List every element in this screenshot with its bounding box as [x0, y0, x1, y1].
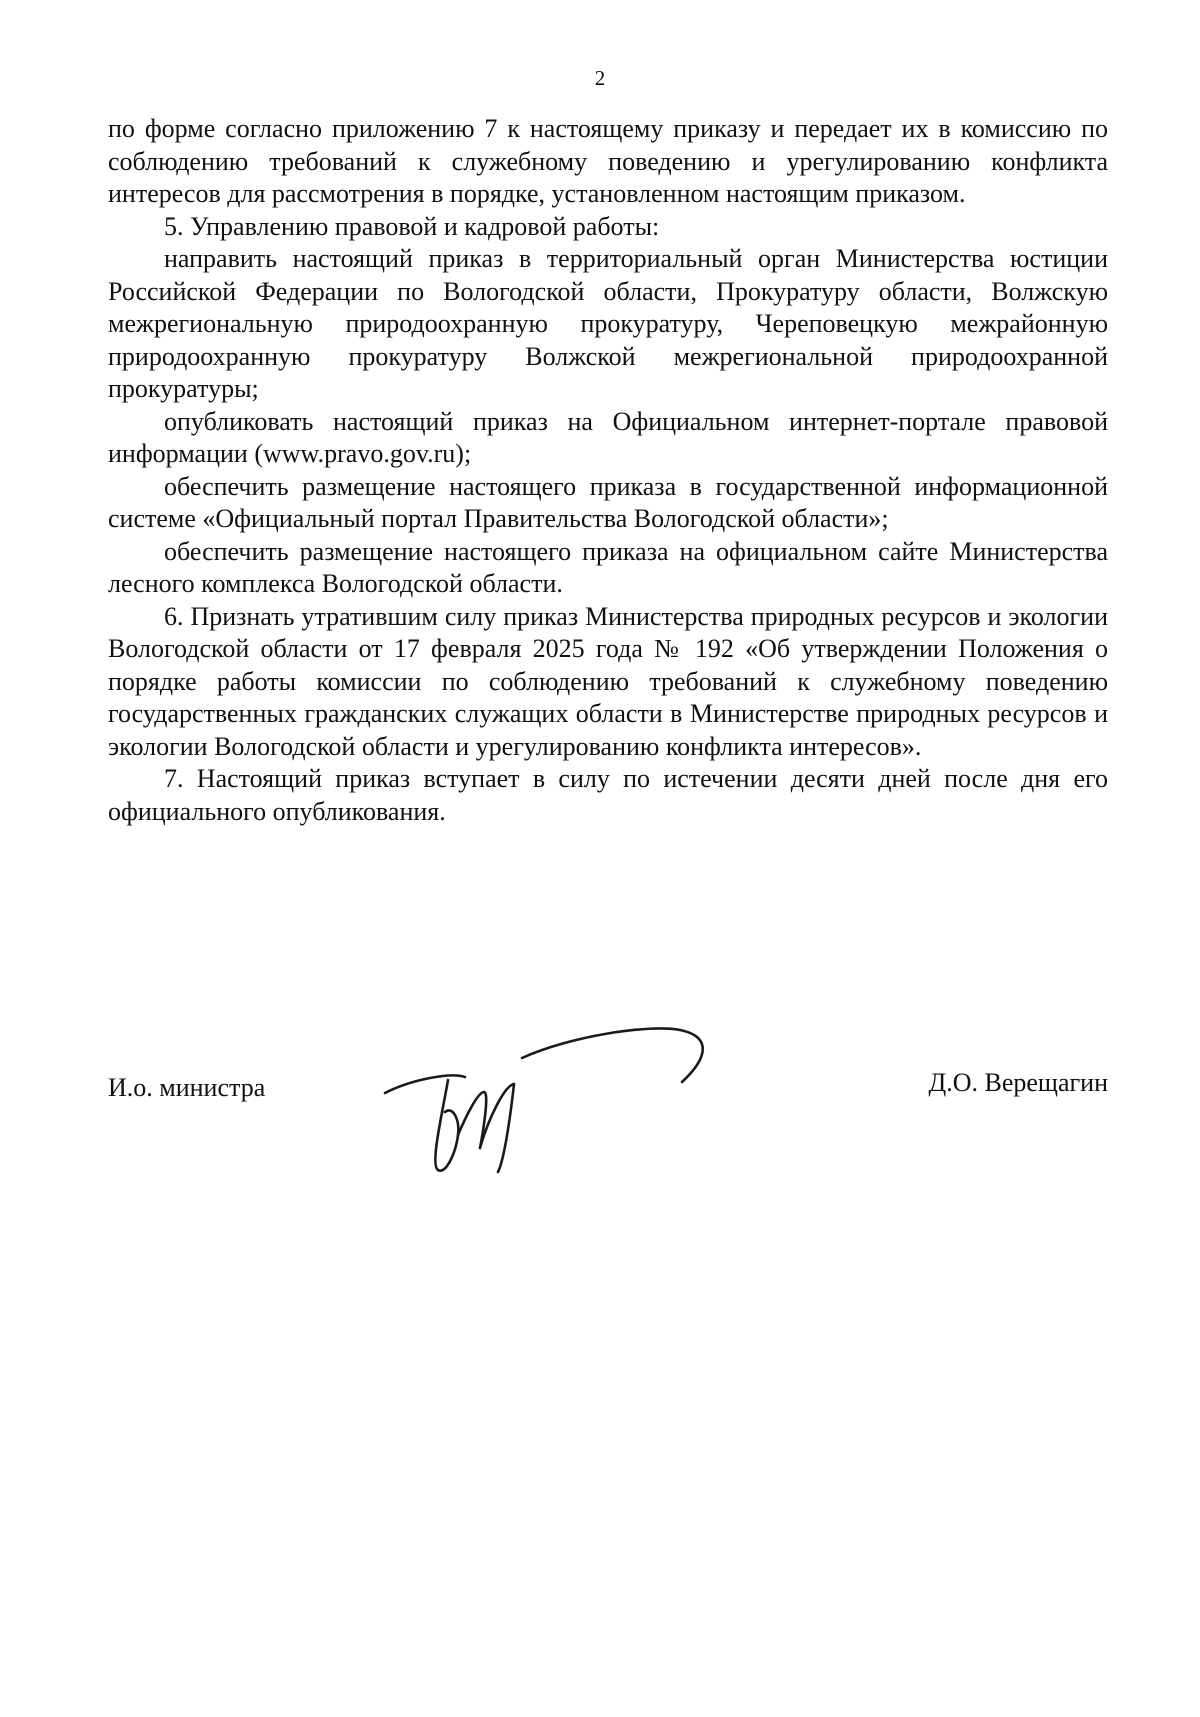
- document-body: [108, 113, 1108, 828]
- handwritten-signature: [380, 1020, 780, 1180]
- paragraph-item-5: 5. Управлению правовой и кадровой работы:: [164, 211, 660, 241]
- signatory-title: И.о. министра: [108, 1073, 266, 1102]
- page-number: 2: [594, 66, 606, 90]
- paragraph-item-5-publish: опубликовать настоящий приказ на Официальном интернет-портале правовой информации (www.pravo.gov.ru);: [108, 406, 1108, 468]
- paragraph-item-7: 7. Настоящий приказ вступает в силу по истечении десяти дней после дня его официального опубликования.: [108, 764, 1108, 826]
- paragraph-item-5-send: направить настоящий приказ в территориальный орган Министерства юстиции Российской Федерации по Вологодской области, Прокуратуру области, Волжскую межрегиональную природоохранную прокуратуру, Череповецкую межрайонную природоохранную прокуратуру Волжской межрегиональной природоохранной прокуратуры;: [108, 244, 1108, 403]
- paragraph-item-5-gis: обеспечить размещение настоящего приказа в государственной информационной системе «Официальный портал Правительства Вологодской области»;: [108, 471, 1108, 533]
- paragraph-item-5-website: обеспечить размещение настоящего приказа на официальном сайте Министерства лесного комплекса Вологодской области.: [108, 536, 1108, 598]
- signatory-name: Д.О. Верещагин: [928, 1068, 1108, 1097]
- paragraph-continuation: по форме согласно приложению 7 к настоящему приказу и передает их в комиссию по соблюдению требований к служебному поведению и урегулированию конфликта интересов для рассмотрения в порядке, установленном настоящим приказом.: [108, 114, 1108, 208]
- paragraph-item-6: 6. Признать утратившим силу приказ Министерства природных ресурсов и экологии Вологодской области от 17 февраля 2025 года № 192 «Об утверждении Положения о порядке работы комиссии по соблюдению требований к служебному поведению государственных гражданских служащих области в Министерстве природных ресурсов и экологии Вологодской области и урегулированию конфликта интересов».: [108, 601, 1108, 761]
